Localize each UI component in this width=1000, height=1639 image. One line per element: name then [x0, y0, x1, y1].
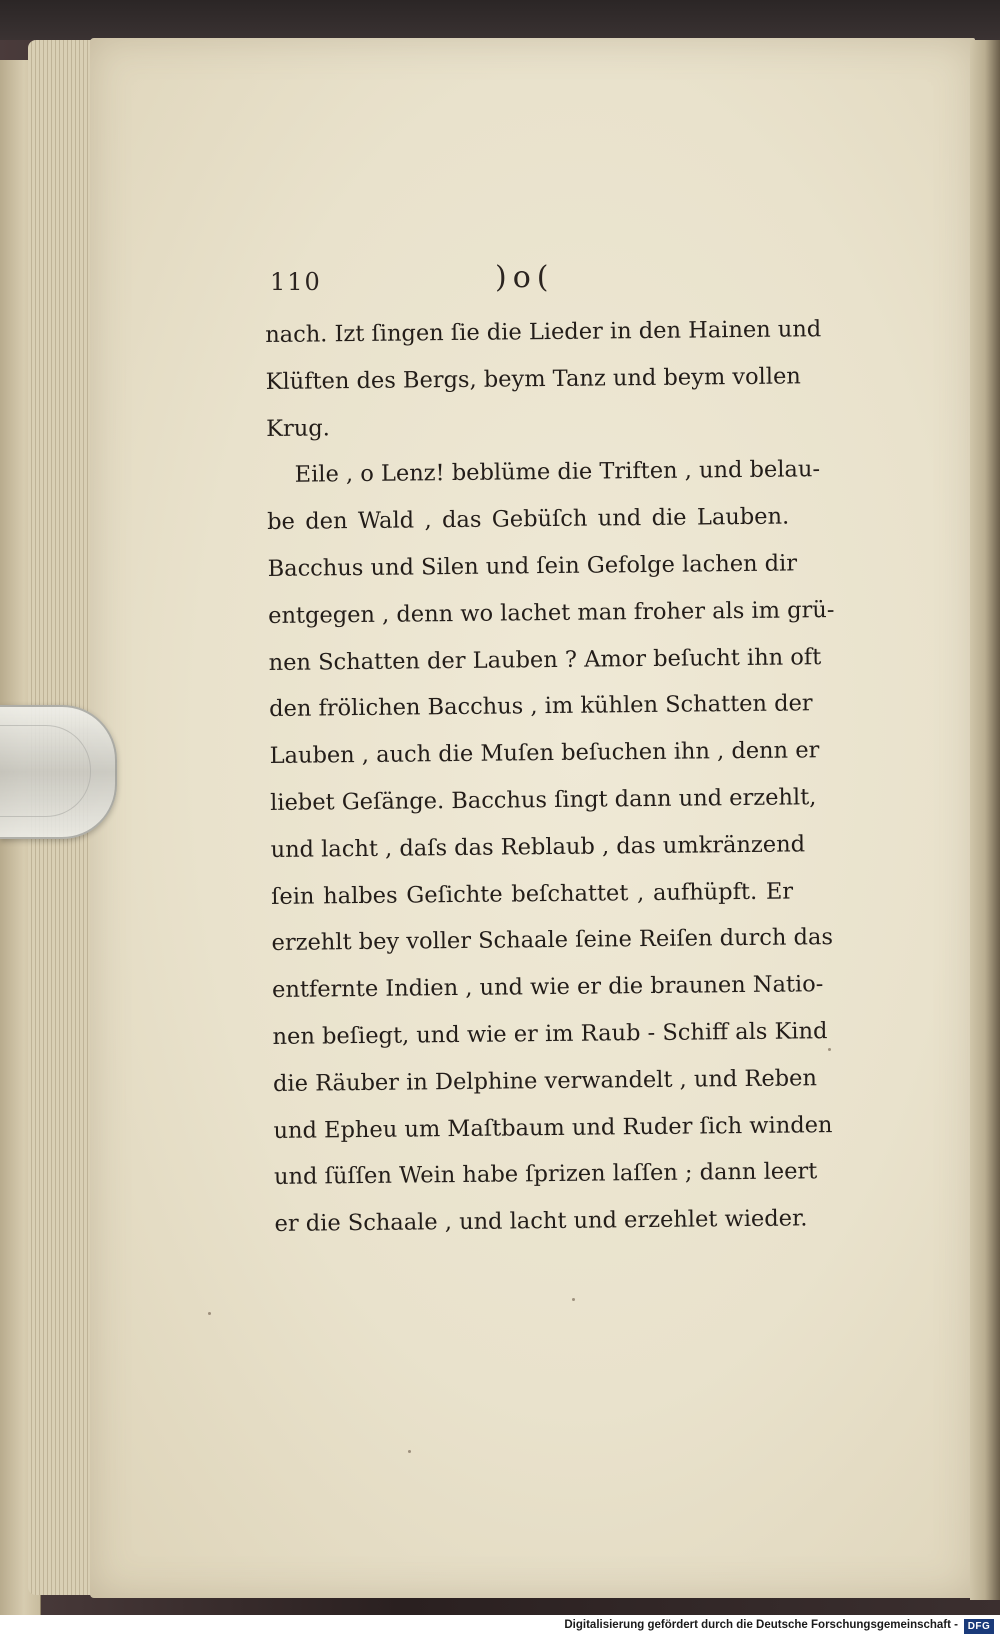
text-line: den frölichen Bacchus , im kühlen Schatten der: [269, 690, 813, 723]
text-line: Bacchus und Silen und ſein Gefolge lachen dir: [267, 550, 798, 582]
page-number: 110: [270, 268, 322, 296]
text-line: Krug.: [266, 414, 330, 442]
footer-attribution: Digitalisierung gefördert durch die Deutsche Forschungsgemeinschaft -: [564, 1619, 958, 1631]
dfg-logo: DFG: [964, 1619, 994, 1634]
text-line: nach. Izt ſingen ſie die Lieder in den Hainen und: [265, 316, 822, 348]
text-line: und Epheu um Maſtbaum und Ruder ſich winden: [273, 1111, 833, 1144]
text-line: und lacht , daſs das Reblaub , das umkränzend: [270, 831, 806, 863]
page-clip: [0, 705, 117, 839]
text-line: Klüften des Bergs, beym Tanz und beym vollen: [265, 363, 801, 395]
top-edge: [0, 0, 1000, 40]
paper-speck: [208, 1312, 211, 1315]
running-head-ornament: )o(: [495, 260, 555, 295]
text-line: und ſüſſen Wein habe ſprizen laſſen ; dann leert: [273, 1158, 818, 1191]
text-line: nen beſiegt, und wie er im Raub - Schiff als Kind: [272, 1018, 828, 1050]
text-line: be den Wald , das Gebüſch und die Lauben.: [267, 503, 790, 536]
paper-speck: [408, 1450, 411, 1453]
text-line: nen Schatten der Lauben ? Amor beſucht ihn oft: [268, 643, 822, 676]
text-line: erzehlt bey voller Schaale ſeine Reiſen durch das: [271, 924, 834, 957]
paper-speck: [572, 1298, 575, 1301]
text-line: entfernte Indien , und wie er die braunen Natio-: [271, 971, 824, 1004]
text-line: Lauben , auch die Muſen beſuchen ihn , denn er: [269, 737, 820, 770]
text-line: entgegen , denn wo lachet man froher als im grü-: [268, 596, 835, 629]
digitization-footer: [0, 1615, 1000, 1639]
page-clip-inner: [0, 725, 91, 817]
paper-speck: [828, 1048, 831, 1051]
right-page-edge: [970, 40, 1000, 1600]
text-line: Eile , o Lenz! beblüme die Triften , und belau-: [294, 456, 821, 489]
text-line: liebet Geſänge. Bacchus ſingt dann und erzehlt,: [270, 784, 817, 816]
body-text: [265, 307, 835, 1248]
text-line: ſein halbes Geſichte beſchattet , aufhüpft. Er: [270, 878, 794, 910]
running-head: [270, 260, 790, 308]
text-line: die Räuber in Delphine verwandelt , und Reben: [272, 1065, 818, 1097]
text-line: er die Schaale , und lacht und erzehlet wieder.: [274, 1205, 808, 1238]
